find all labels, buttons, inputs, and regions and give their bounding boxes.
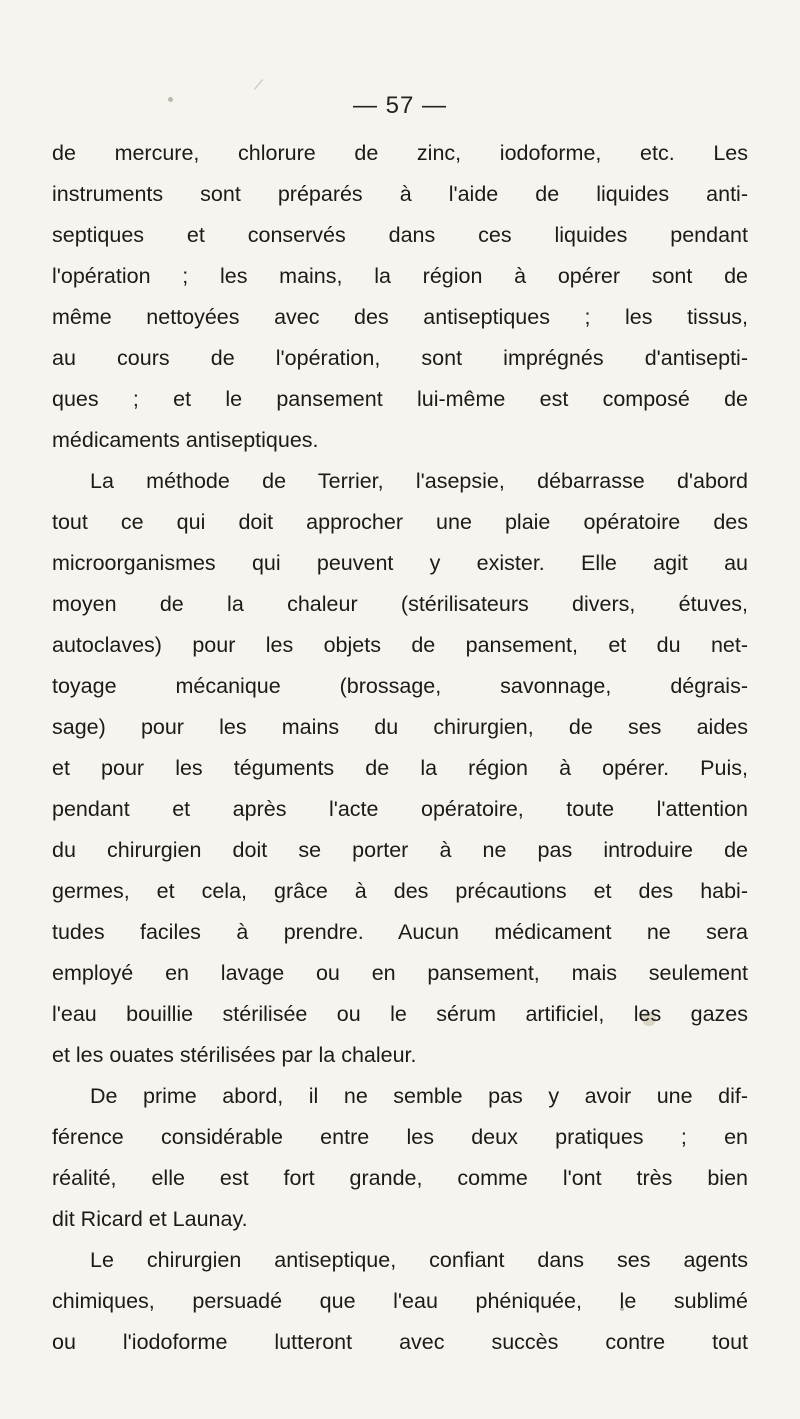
- text-line: pendant et après l'acte opératoire, toute l'attention: [52, 797, 748, 821]
- paragraph-start-line: Le chirurgien antiseptique, confiant dans ses agents: [90, 1248, 748, 1272]
- text-line: ou l'iodoforme lutteront avec succès contre tout: [52, 1330, 748, 1354]
- text-line: moyen de la chaleur (stérilisateurs divers, étuves,: [52, 592, 748, 616]
- paragraph-end-line: dit Ricard et Launay.: [52, 1207, 248, 1231]
- paragraph-start-line: De prime abord, il ne semble pas y avoir une dif-: [90, 1084, 748, 1108]
- text-line: du chirurgien doit se porter à ne pas introduire de: [52, 838, 748, 862]
- text-line: réalité, elle est fort grande, comme l'ont très bien: [52, 1166, 748, 1190]
- text-line: autoclaves) pour les objets de pansement, et du net-: [52, 633, 748, 657]
- text-line: et pour les téguments de la région à opérer. Puis,: [52, 756, 748, 780]
- text-line: férence considérable entre les deux pratiques ; en: [52, 1125, 748, 1149]
- text-line: l'eau bouillie stérilisée ou le sérum artificiel, les gazes: [52, 1002, 748, 1026]
- paragraph-start-line: La méthode de Terrier, l'asepsie, débarrasse d'abord: [90, 469, 748, 493]
- text-line: même nettoyées avec des antiseptiques ; les tissus,: [52, 305, 748, 329]
- text-line: l'opération ; les mains, la région à opérer sont de: [52, 264, 748, 288]
- paragraph-end-line: et les ouates stérilisées par la chaleur.: [52, 1043, 417, 1067]
- text-line: instruments sont préparés à l'aide de liquides anti-: [52, 182, 748, 206]
- page-number: — 57 —: [352, 92, 448, 119]
- text-line: employé en lavage ou en pansement, mais seulement: [52, 961, 748, 985]
- paragraph-end-line: médicaments antiseptiques.: [52, 428, 319, 452]
- text-line: tout ce qui doit approcher une plaie opératoire des: [52, 510, 748, 534]
- text-line: toyage mécanique (brossage, savonnage, dégrais-: [52, 674, 748, 698]
- text-line: chimiques, persuadé que l'eau phéniquée, le sublimé: [52, 1289, 748, 1313]
- text-line: microorganismes qui peuvent y exister. Elle agit au: [52, 551, 748, 575]
- text-line: ques ; et le pansement lui-même est composé de: [52, 387, 748, 411]
- text-line: de mercure, chlorure de zinc, iodoforme, etc. Les: [52, 141, 748, 165]
- text-line: au cours de l'opération, sont imprégnés d'antisepti-: [52, 346, 748, 370]
- text-line: septiques et conservés dans ces liquides pendant: [52, 223, 748, 247]
- text-line: germes, et cela, grâce à des précautions et des habi-: [52, 879, 748, 903]
- text-line: sage) pour les mains du chirurgien, de ses aides: [52, 715, 748, 739]
- body-text: [52, 133, 748, 1363]
- text-line: tudes faciles à prendre. Aucun médicament ne sera: [52, 920, 748, 944]
- pencil-mark: [254, 79, 263, 90]
